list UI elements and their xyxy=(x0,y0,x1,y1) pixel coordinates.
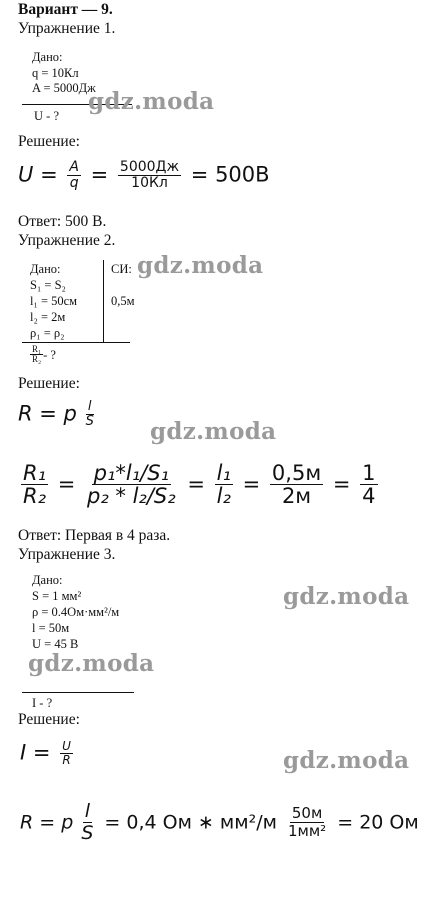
ex2-frac-values-num: 0,5м xyxy=(271,461,322,485)
ex1-formula-eq: = xyxy=(40,162,58,187)
ex2-frac-result xyxy=(360,462,377,508)
ex2-given-l1: l₁ = 50см xyxy=(30,294,78,308)
ex1-frac-den: q xyxy=(69,174,79,191)
ex3-given-s: S = 1 мм² xyxy=(32,589,82,603)
ex2-f1-num: l xyxy=(87,399,92,414)
ex3-f2-den2: 1мм² xyxy=(288,822,327,841)
ex2-find-den: R₂ xyxy=(32,354,42,365)
ex1-frac2-den: 10Кл xyxy=(131,174,168,191)
ex3-f2-num: l xyxy=(84,800,90,822)
ex2-frac-r-num: R₁ xyxy=(23,461,47,485)
ex3-formula2-fraction xyxy=(79,802,95,844)
ex1-given-label: Дано: xyxy=(32,50,63,64)
ex3-f2-num2: 50м xyxy=(291,804,323,823)
ex1-formula: U = $\frac{A}{q}$ = $\frac{5000Дж}{10Кл}$ = 500В xyxy=(18,159,270,191)
ex3-given-l: l = 50м xyxy=(32,621,70,635)
page-title: Вариант — 9. xyxy=(18,1,113,18)
ex3-solution-label: Решение: xyxy=(18,711,80,728)
ex3-formula2-result: = 20 Ом xyxy=(337,811,419,834)
ex1-given-q: q = 10Кл xyxy=(32,66,79,80)
ex3-f1-num: U xyxy=(62,739,71,753)
ex3-given-label: Дано: xyxy=(32,573,63,587)
ex2-given-s: S₁ = S₂ xyxy=(30,278,66,292)
ex1-formula-result: = 500В xyxy=(190,162,270,187)
ex2-frac-values-den: 2м xyxy=(281,484,312,509)
ex2-vertical-divider xyxy=(103,260,104,342)
ex1-solution-label: Решение: xyxy=(18,133,80,150)
ex2-frac-l xyxy=(215,462,233,508)
ex2-frac-p-den: p₂ * l₂/S₂ xyxy=(87,484,176,509)
ex3-formula1-lhs: I = xyxy=(20,740,51,765)
ex2-answer: Ответ: Первая в 4 раза. xyxy=(18,527,171,544)
ex2-frac-result-den: 4 xyxy=(362,484,376,509)
ex3-heading: Упражнение 3. xyxy=(18,546,116,563)
ex2-frac-r xyxy=(21,462,48,508)
ex2-formula2: $\frac{\text{R₁}}{\text{R₂}}$ = $\frac{\text{p₁*l₁/S₁}}{\text{p₂ * l₂/S₂}}$ = $\frac{\text{l₁}}{\text{l₂}}$ = $\frac{0,5м}{2м}$ = $\frac{1}{4}$ xyxy=(23,461,376,509)
ex2-frac-r-den: R₂ xyxy=(23,484,47,509)
ex2-si-label: СИ: xyxy=(111,262,132,276)
ex2-find xyxy=(30,345,56,365)
ex3-formula2-fraction2 xyxy=(286,806,328,839)
ex2-horizontal-divider xyxy=(22,342,130,343)
ex2-given-rho: ρ₁ = ρ₂ xyxy=(30,326,65,340)
ex2-formula1-fraction xyxy=(84,400,96,429)
ex1-frac2-num: 5000Дж xyxy=(119,159,180,175)
ex3-formula1 xyxy=(20,740,76,767)
ex3-f1-den: R xyxy=(62,752,71,767)
ex3-formula2-lhs: R = p xyxy=(20,811,74,834)
ex3-given-divider xyxy=(22,692,134,693)
ex1-find: U - ? xyxy=(34,109,59,123)
ex3-find: I - ? xyxy=(32,696,53,710)
ex1-given-a: A = 5000Дж xyxy=(32,81,96,95)
ex1-fraction-values xyxy=(118,160,181,191)
watermark: gdz.moda xyxy=(88,88,215,115)
ex1-formula-lhs: U xyxy=(18,162,34,187)
ex2-find-num: R₁ xyxy=(32,344,42,354)
ex2-frac-result-num: 1 xyxy=(362,461,376,485)
ex3-given-rho: ρ = 0.4Ом·мм²/м xyxy=(32,605,120,619)
ex2-frac-l-den: l₂ xyxy=(216,484,231,509)
watermark: gdz.moda xyxy=(137,252,264,279)
ex2-frac-values xyxy=(270,462,323,508)
ex3-given-u: U = 45 В xyxy=(32,637,79,651)
ex2-given-label: Дано: xyxy=(30,262,61,276)
ex2-given-l2: l₂ = 2м xyxy=(30,310,66,324)
watermark: gdz.moda xyxy=(28,650,155,677)
ex2-f1-den: S xyxy=(85,413,94,429)
ex1-frac-num: A xyxy=(69,159,79,175)
ex2-frac-p-num: p₁*l₁/S₁ xyxy=(93,461,169,485)
ex2-formula1-lhs: R = p xyxy=(18,401,77,426)
ex2-find-suffix: - ? xyxy=(43,347,56,362)
ex2-find-fraction xyxy=(30,345,43,365)
ex2-si-value: 0,5м xyxy=(111,294,135,308)
ex2-solution-label: Решение: xyxy=(18,375,80,392)
ex2-formula1 xyxy=(18,400,99,429)
ex1-answer: Ответ: 500 В. xyxy=(18,213,107,230)
watermark: gdz.moda xyxy=(150,418,277,445)
ex3-f2-den: S xyxy=(81,821,94,844)
ex2-heading: Упражнение 2. xyxy=(18,232,116,249)
ex2-frac-p xyxy=(85,462,178,508)
ex2-frac-l-num: l₁ xyxy=(216,461,231,485)
ex1-fraction-a-q xyxy=(67,160,81,191)
ex1-heading: Упражнение 1. xyxy=(18,20,116,37)
ex3-formula2 xyxy=(20,802,419,844)
ex3-formula2-mid: = 0,4 Ом ∗ мм²/м xyxy=(104,811,277,834)
watermark: gdz.moda xyxy=(283,583,410,610)
ex3-formula1-fraction xyxy=(60,740,73,767)
watermark: gdz.moda xyxy=(283,747,410,774)
